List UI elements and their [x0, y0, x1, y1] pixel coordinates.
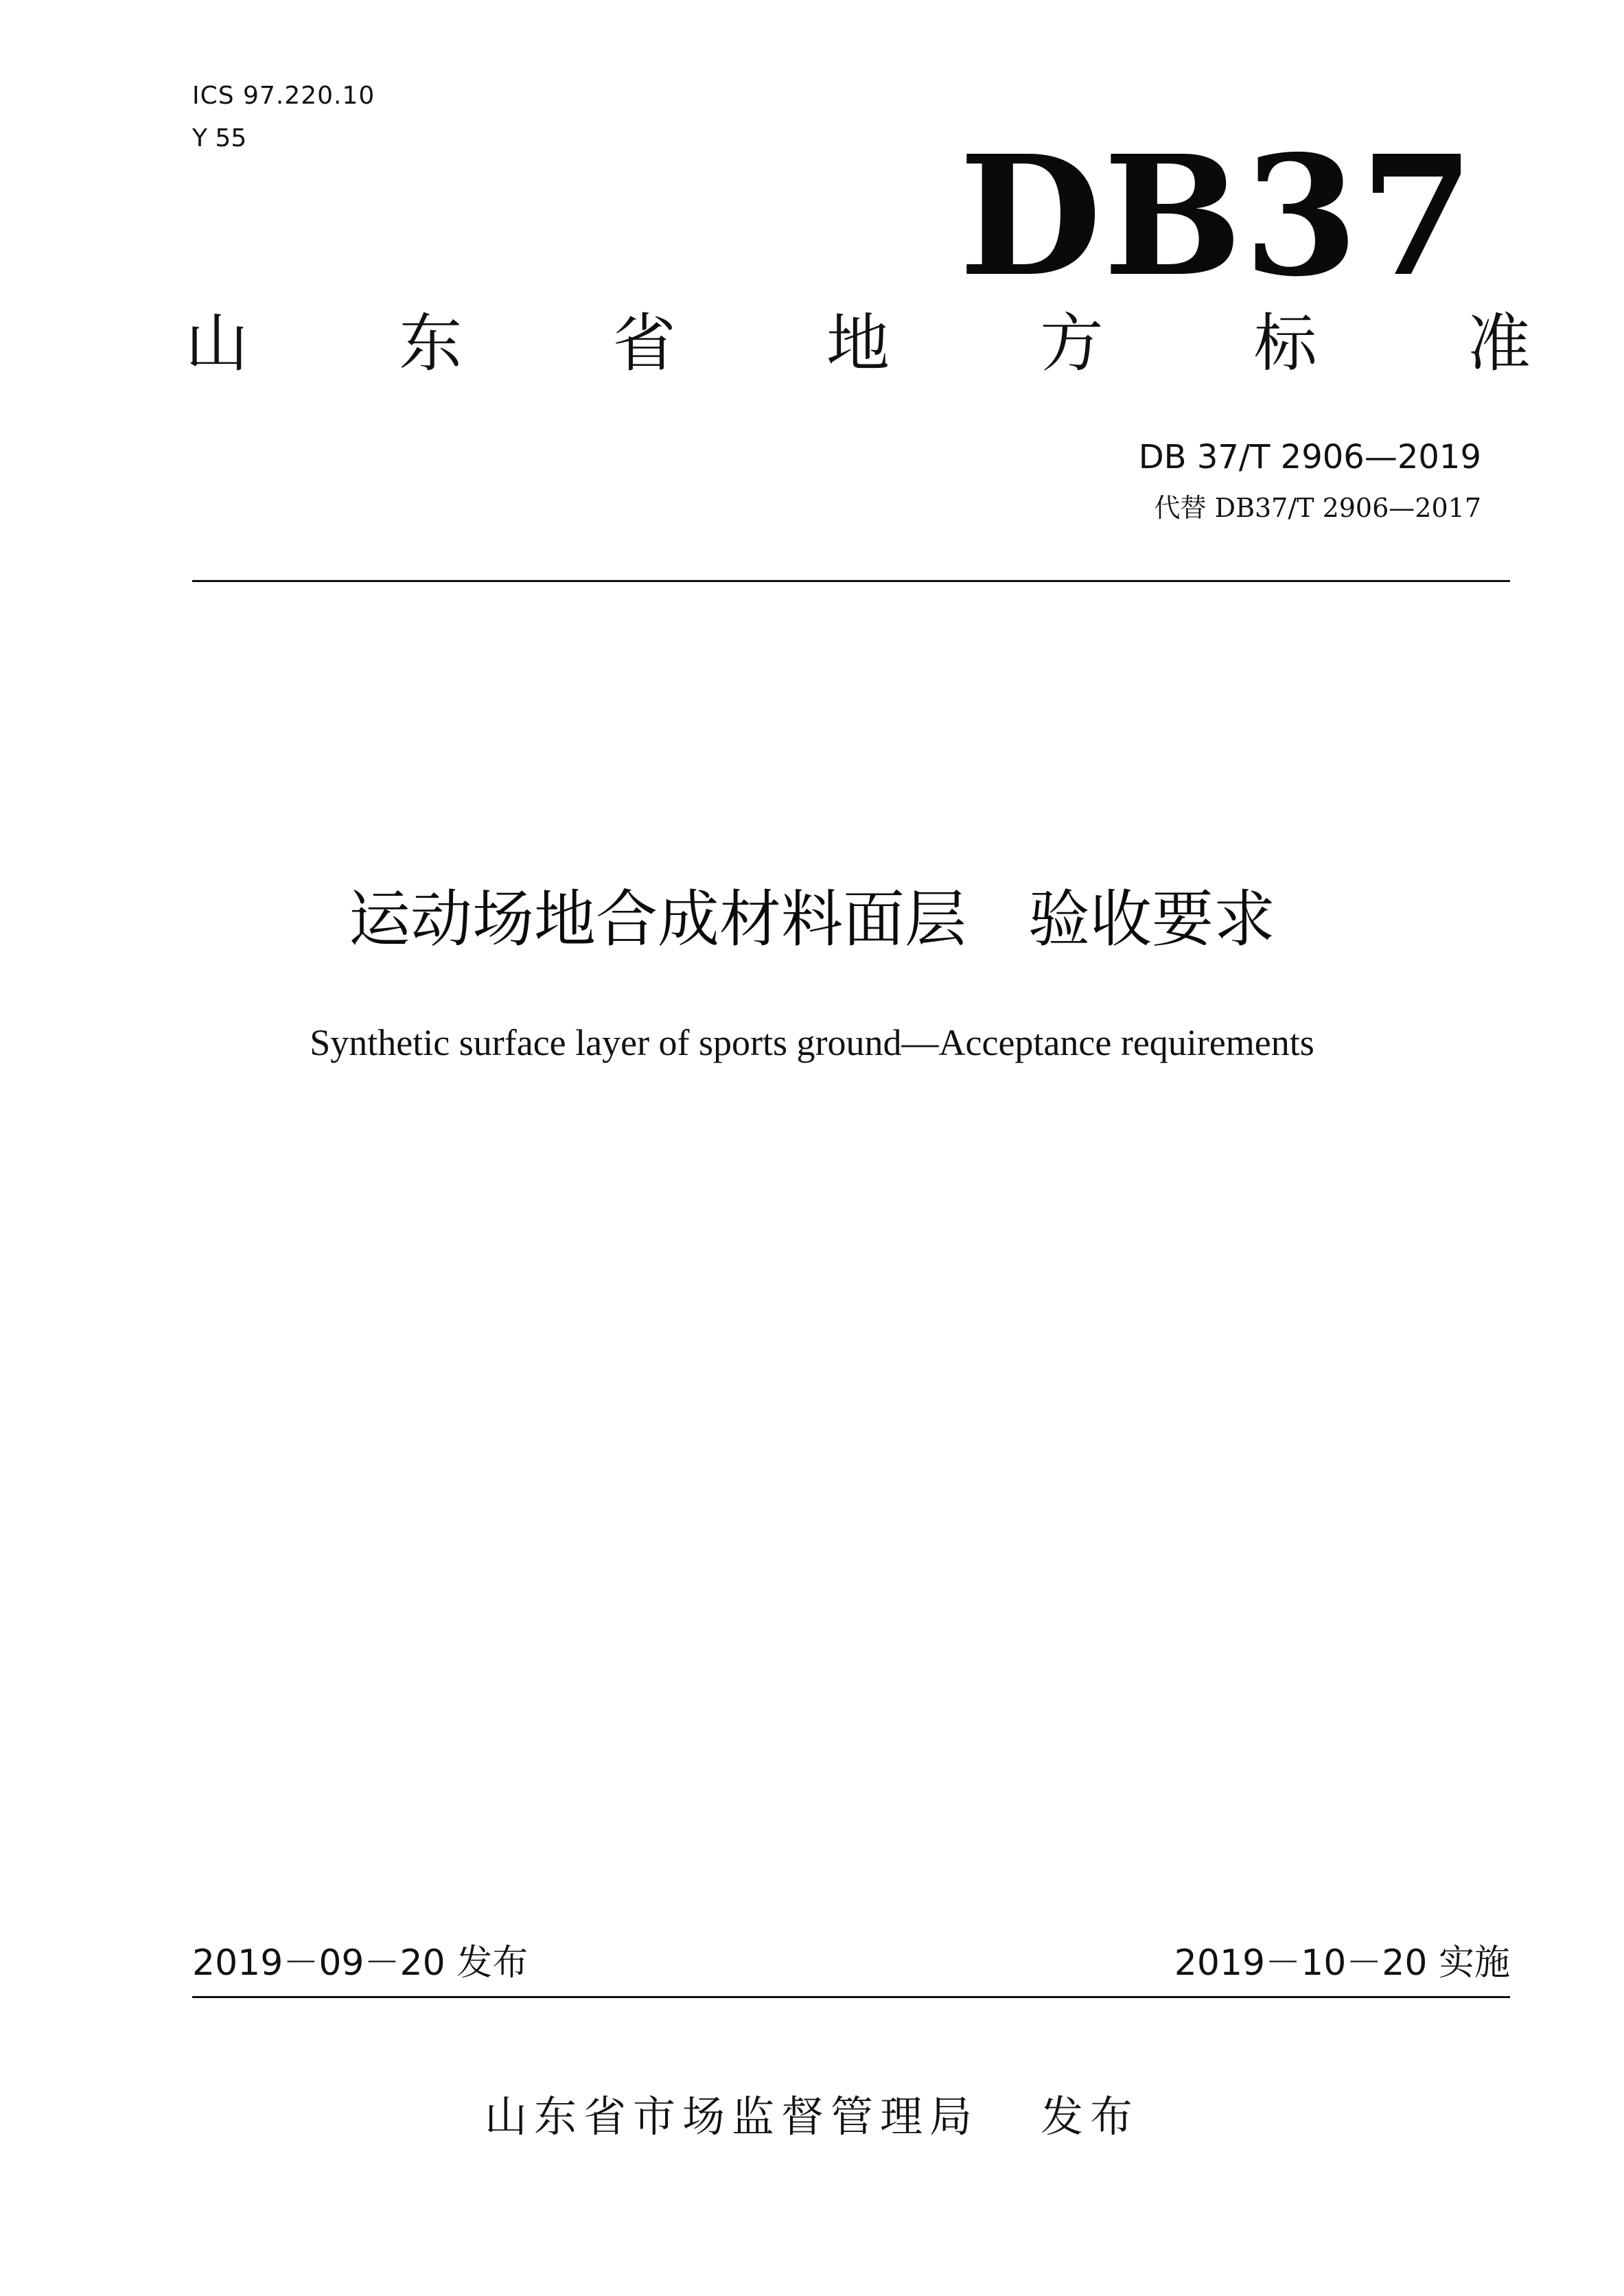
standard-type-char: 方 [1040, 307, 1104, 380]
standard-mark: DB37 [959, 119, 1476, 313]
publish-action: 发布 [1041, 2091, 1140, 2142]
issue-date: 2019－09－20 发布 [192, 1943, 529, 1984]
standard-number: DB 37/T 2906—2019 [1138, 438, 1481, 476]
standard-type-char: 准 [1467, 307, 1531, 380]
standard-type-char: 山 [185, 307, 249, 380]
header-divider [192, 580, 1510, 582]
publisher-name: 山东省市场监督管理局 [484, 2091, 979, 2142]
standard-type-char: 省 [612, 307, 676, 380]
footer-divider [192, 1996, 1510, 1998]
classification-code: Y 55 [192, 124, 247, 152]
date-row [192, 1944, 1510, 1983]
document-title-en: Synthetic surface layer of sports ground—Acceptance requirements [310, 1022, 1314, 1063]
effective-date: 2019－10－20 实施 [1174, 1943, 1510, 1984]
standard-type-char: 标 [1253, 307, 1317, 380]
standard-type-char: 地 [826, 307, 890, 380]
document-title-cn: 运动场地合成材料面层 验收要求 [349, 883, 1275, 955]
publisher-line [0, 2091, 1624, 2142]
standard-type-char: 东 [399, 307, 463, 380]
standard-type-heading [185, 307, 1531, 380]
replaces-standard: 代替 DB37/T 2906—2017 [1154, 493, 1481, 523]
ics-code: ICS 97.220.10 [192, 82, 375, 110]
